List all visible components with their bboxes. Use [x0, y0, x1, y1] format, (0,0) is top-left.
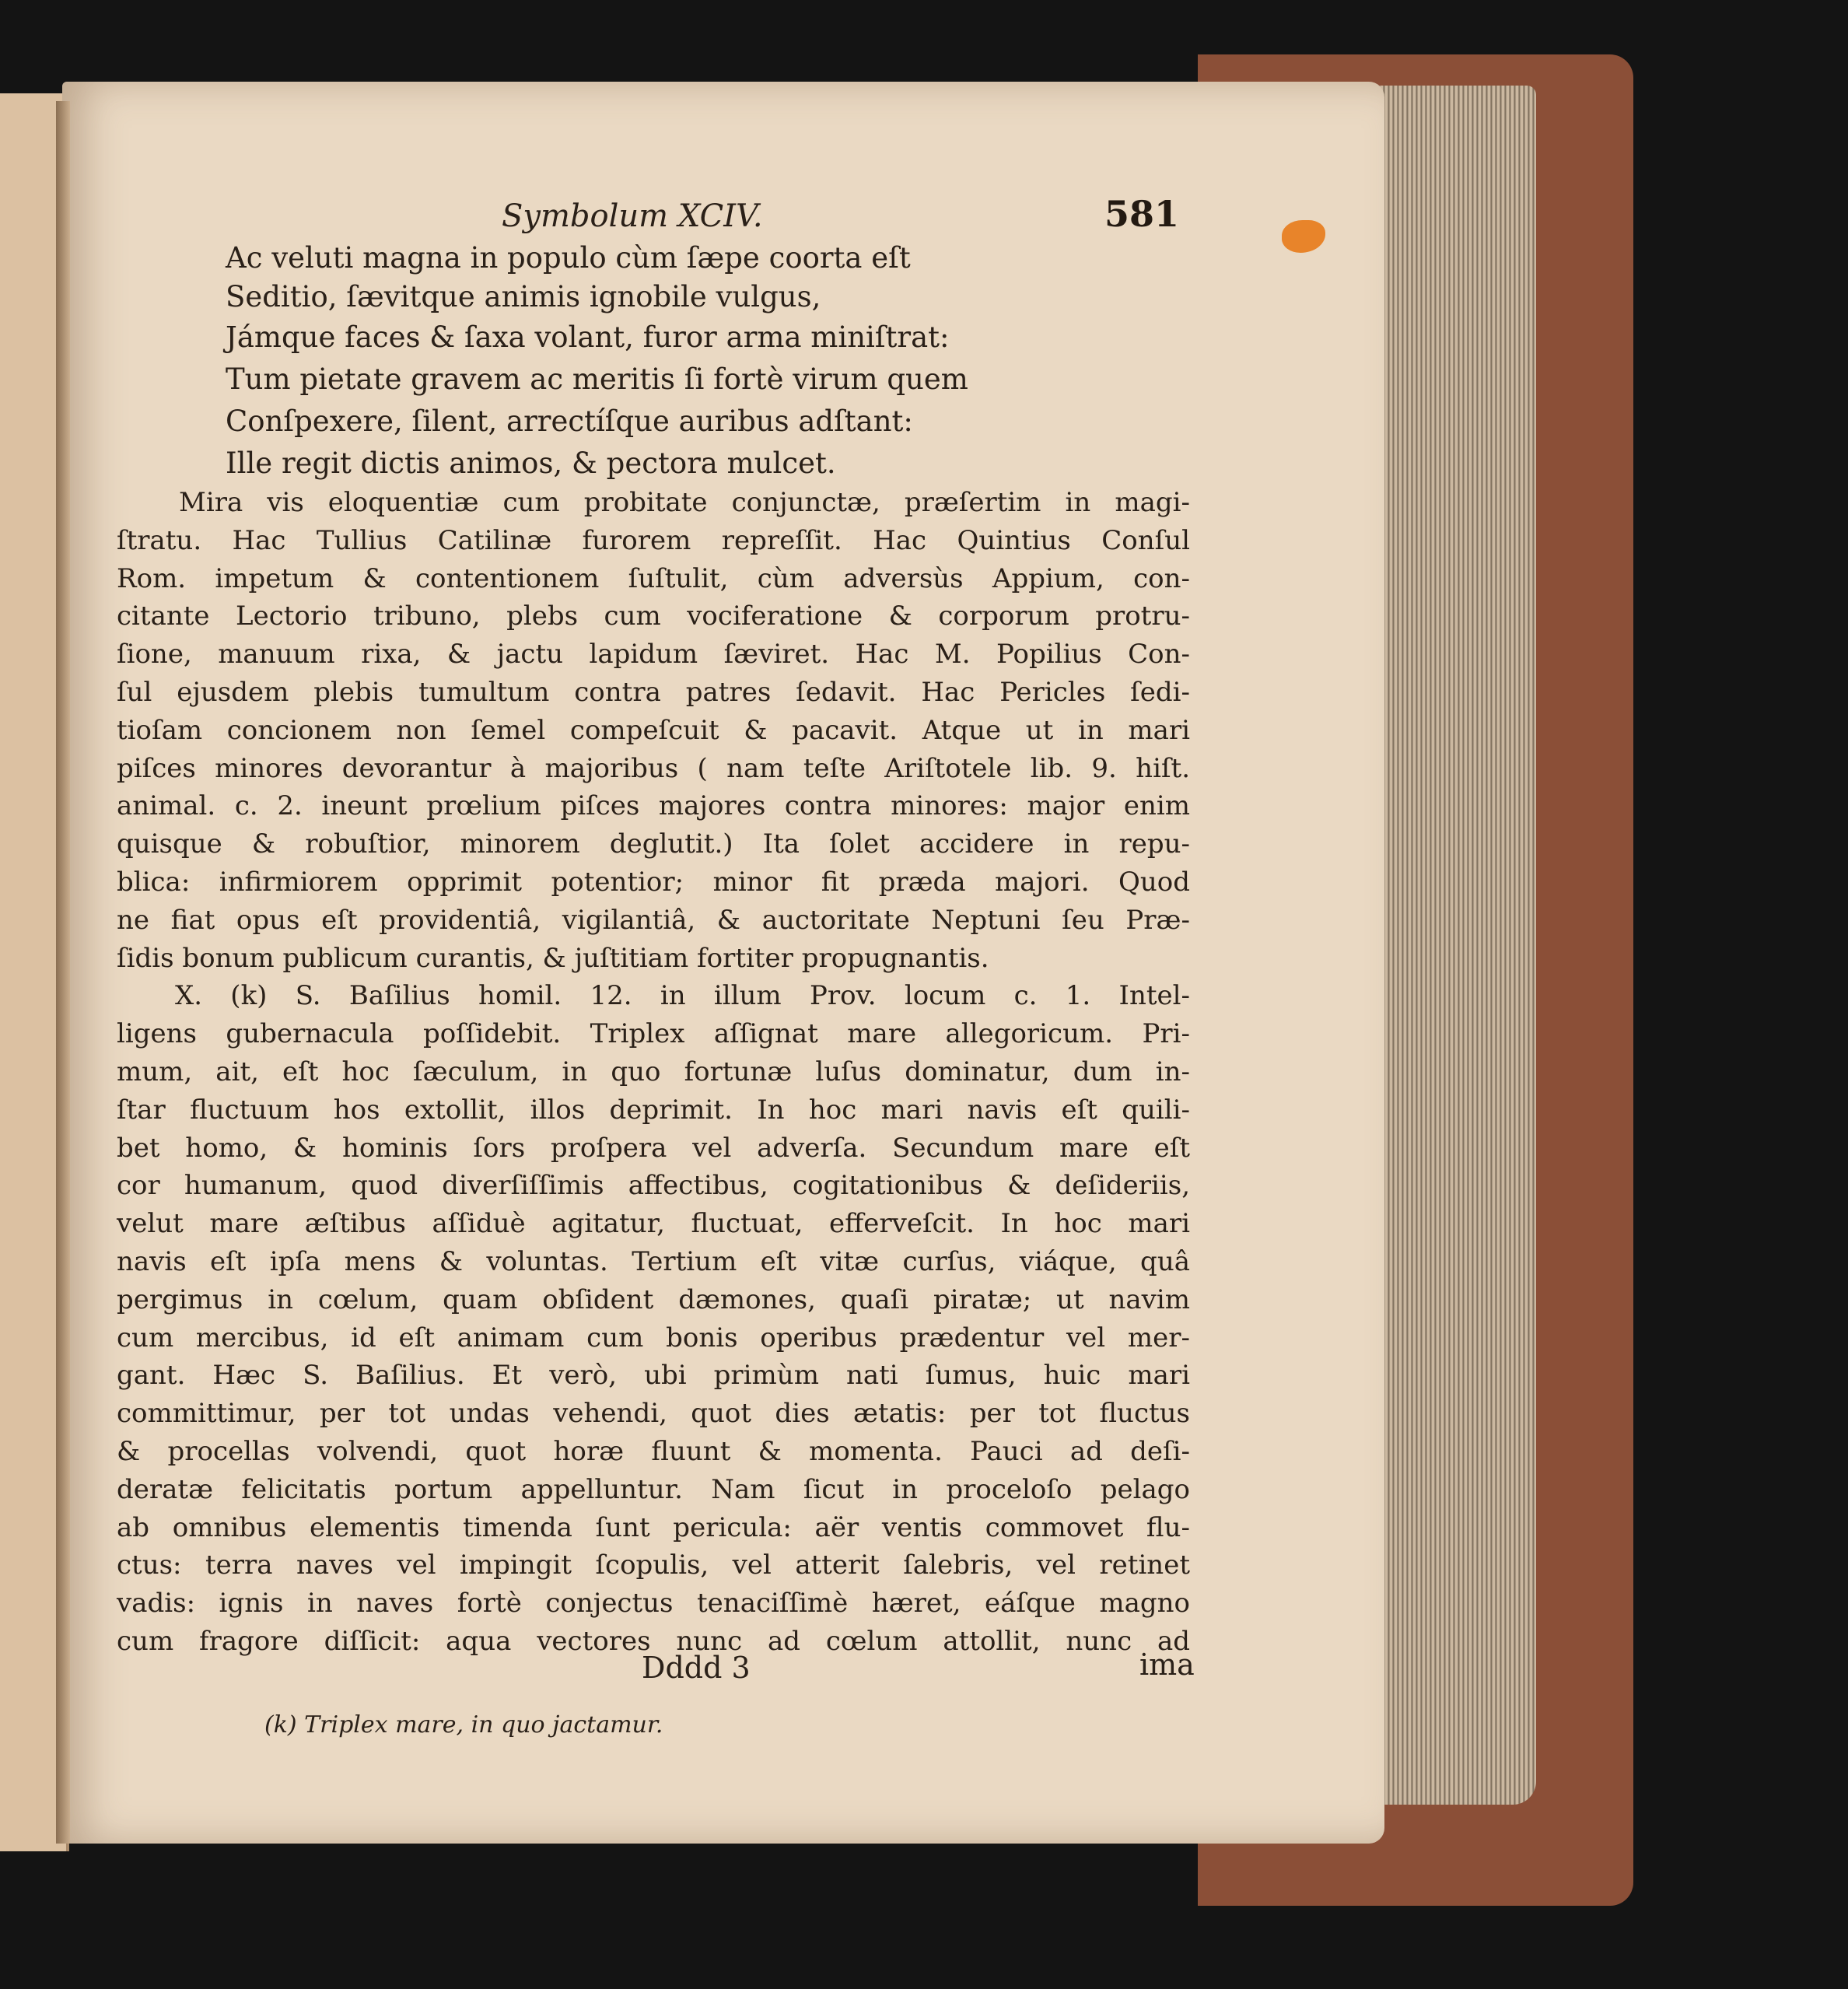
running-head: Symbolum XCIV.	[502, 198, 763, 234]
verse-line: Ille regit dictis animos, & pectora mulcet.	[226, 446, 836, 480]
verse-line: Jámque faces & ſaxa volant, furor arma miniſtrat:	[226, 320, 950, 354]
body-line: cor humanum, quod diverſiſſimis affectibus, cogitationibus & deſideriis,	[117, 1170, 1190, 1201]
signature-mark: Dddd 3	[642, 1651, 751, 1685]
body-line: ſtar fluctuum hos extollit, illos deprimit. In hoc mari navis eſt quili-	[117, 1094, 1190, 1126]
verse-line: Conſpexere, ſilent, arrectíſque auribus adſtant:	[226, 404, 913, 438]
body-line: cum fragore diſſicit: aqua vectores nunc ad cœlum attollit, nunc ad	[117, 1626, 1190, 1657]
body-line: ſione, manuum rixa, & jactu lapidum ſæviret. Hac M. Popilius Con-	[117, 639, 1190, 670]
gutter-shadow	[56, 101, 70, 1844]
verse-line: Ac veluti magna in populo cùm ſæpe coorta eſt	[226, 241, 911, 275]
body-line: tioſam concionem non ſemel compeſcuit & pacavit. Atque ut in mari	[117, 715, 1190, 746]
body-line: ſtratu. Hac Tullius Catilinæ furorem repreſſit. Hac Quintius Conſul	[117, 525, 1190, 556]
page-number: 581	[1104, 193, 1180, 235]
body-line: ctus: terra naves vel impingit ſcopulis, vel atterit ſalebris, vel retinet	[117, 1550, 1190, 1581]
body-line: Rom. impetum & contentionem ſuſtulit, cùm adversùs Appium, con-	[117, 563, 1190, 594]
body-line: ſul ejusdem plebis tumultum contra patres ſedavit. Hac Pericles ſedi-	[117, 677, 1190, 708]
body-line: animal. c. 2. ineunt prœlium piſces majores contra minores: major enim	[117, 790, 1190, 821]
body-line: vadis: ignis in naves fortè conjectus tenaciſſimè hæret, eáſque magno	[117, 1588, 1190, 1619]
body-line: cum mercibus, id eſt animam cum bonis operibus prædentur vel mer-	[117, 1322, 1190, 1353]
body-line: blica: infirmiorem opprimit potentior; minor fit præda majori. Quod	[117, 867, 1190, 898]
body-line: quisque & robuſtior, minorem deglutit.) Ita ſolet accidere in repu-	[117, 828, 1190, 860]
body-line: ab omnibus elementis timenda ſunt pericula: aër ventis commovet flu-	[117, 1512, 1190, 1543]
body-line: citante Lectorio tribuno, plebs cum vociferatione & corporum protru-	[117, 601, 1190, 632]
body-line: gant. Hæc S. Baſilius. Et verò, ubi primùm nati ſumus, huic mari	[117, 1360, 1190, 1391]
body-line: bet homo, & hominis ſors proſpera vel adverſa. Secundum mare eſt	[117, 1133, 1190, 1164]
body-line: & procellas volvendi, quot horæ fluunt & momenta. Pauci ad deſi-	[117, 1436, 1190, 1467]
body-line: navis eſt ipſa mens & voluntas. Tertium eſt vitæ curſus, viáque, quâ	[117, 1246, 1190, 1277]
body-line: deratæ felicitatis portum appelluntur. Nam ſicut in proceloſo pelago	[117, 1474, 1190, 1505]
body-line: velut mare æſtibus aſſiduè agitatur, fluctuat, effervеſcit. In hoc mari	[117, 1208, 1190, 1239]
body-line: X. (k) S. Baſilius homil. 12. in illum Prov. locum c. 1. Intel-	[175, 980, 1190, 1011]
body-line: ſidis bonum publicum curantis, & juſtitiam fortiter propugnantis.	[117, 943, 989, 974]
body-line: committimur, per tot undas vehendi, quot dies ætatis: per tot fluctus	[117, 1398, 1190, 1429]
verse-line: Seditio, ſævitque animis ignobile vulgus,	[226, 280, 821, 313]
catchword: ima	[1139, 1648, 1195, 1682]
body-line: ne fiat opus eſt providentiâ, vigilantiâ, & auctoritate Neptuni ſeu Præ-	[117, 905, 1190, 936]
body-line: pergimus in cœlum, quam obſident dæmones, quaſi piratæ; ut navim	[117, 1284, 1190, 1315]
verse-line: Tum pietate gravem ac meritis ſi fortè virum quem	[226, 362, 968, 396]
body-line: piſces minores devorantur à majoribus ( nam teſte Ariſtotele lib. 9. hiſt.	[117, 753, 1190, 784]
body-line: ligens gubernacula poſſidebit. Triplex aſſignat mare allegoricum. Pri-	[117, 1018, 1190, 1049]
body-line: Mira vis eloquentiæ cum probitate conjunctæ, præſertim in magi-	[179, 487, 1190, 518]
footnote: (k) Triplex mare, in quo jactamur.	[264, 1711, 663, 1739]
body-line: mum, ait, eſt hoc ſæculum, in quo fortunæ luſus dominatur, dum in-	[117, 1056, 1190, 1087]
